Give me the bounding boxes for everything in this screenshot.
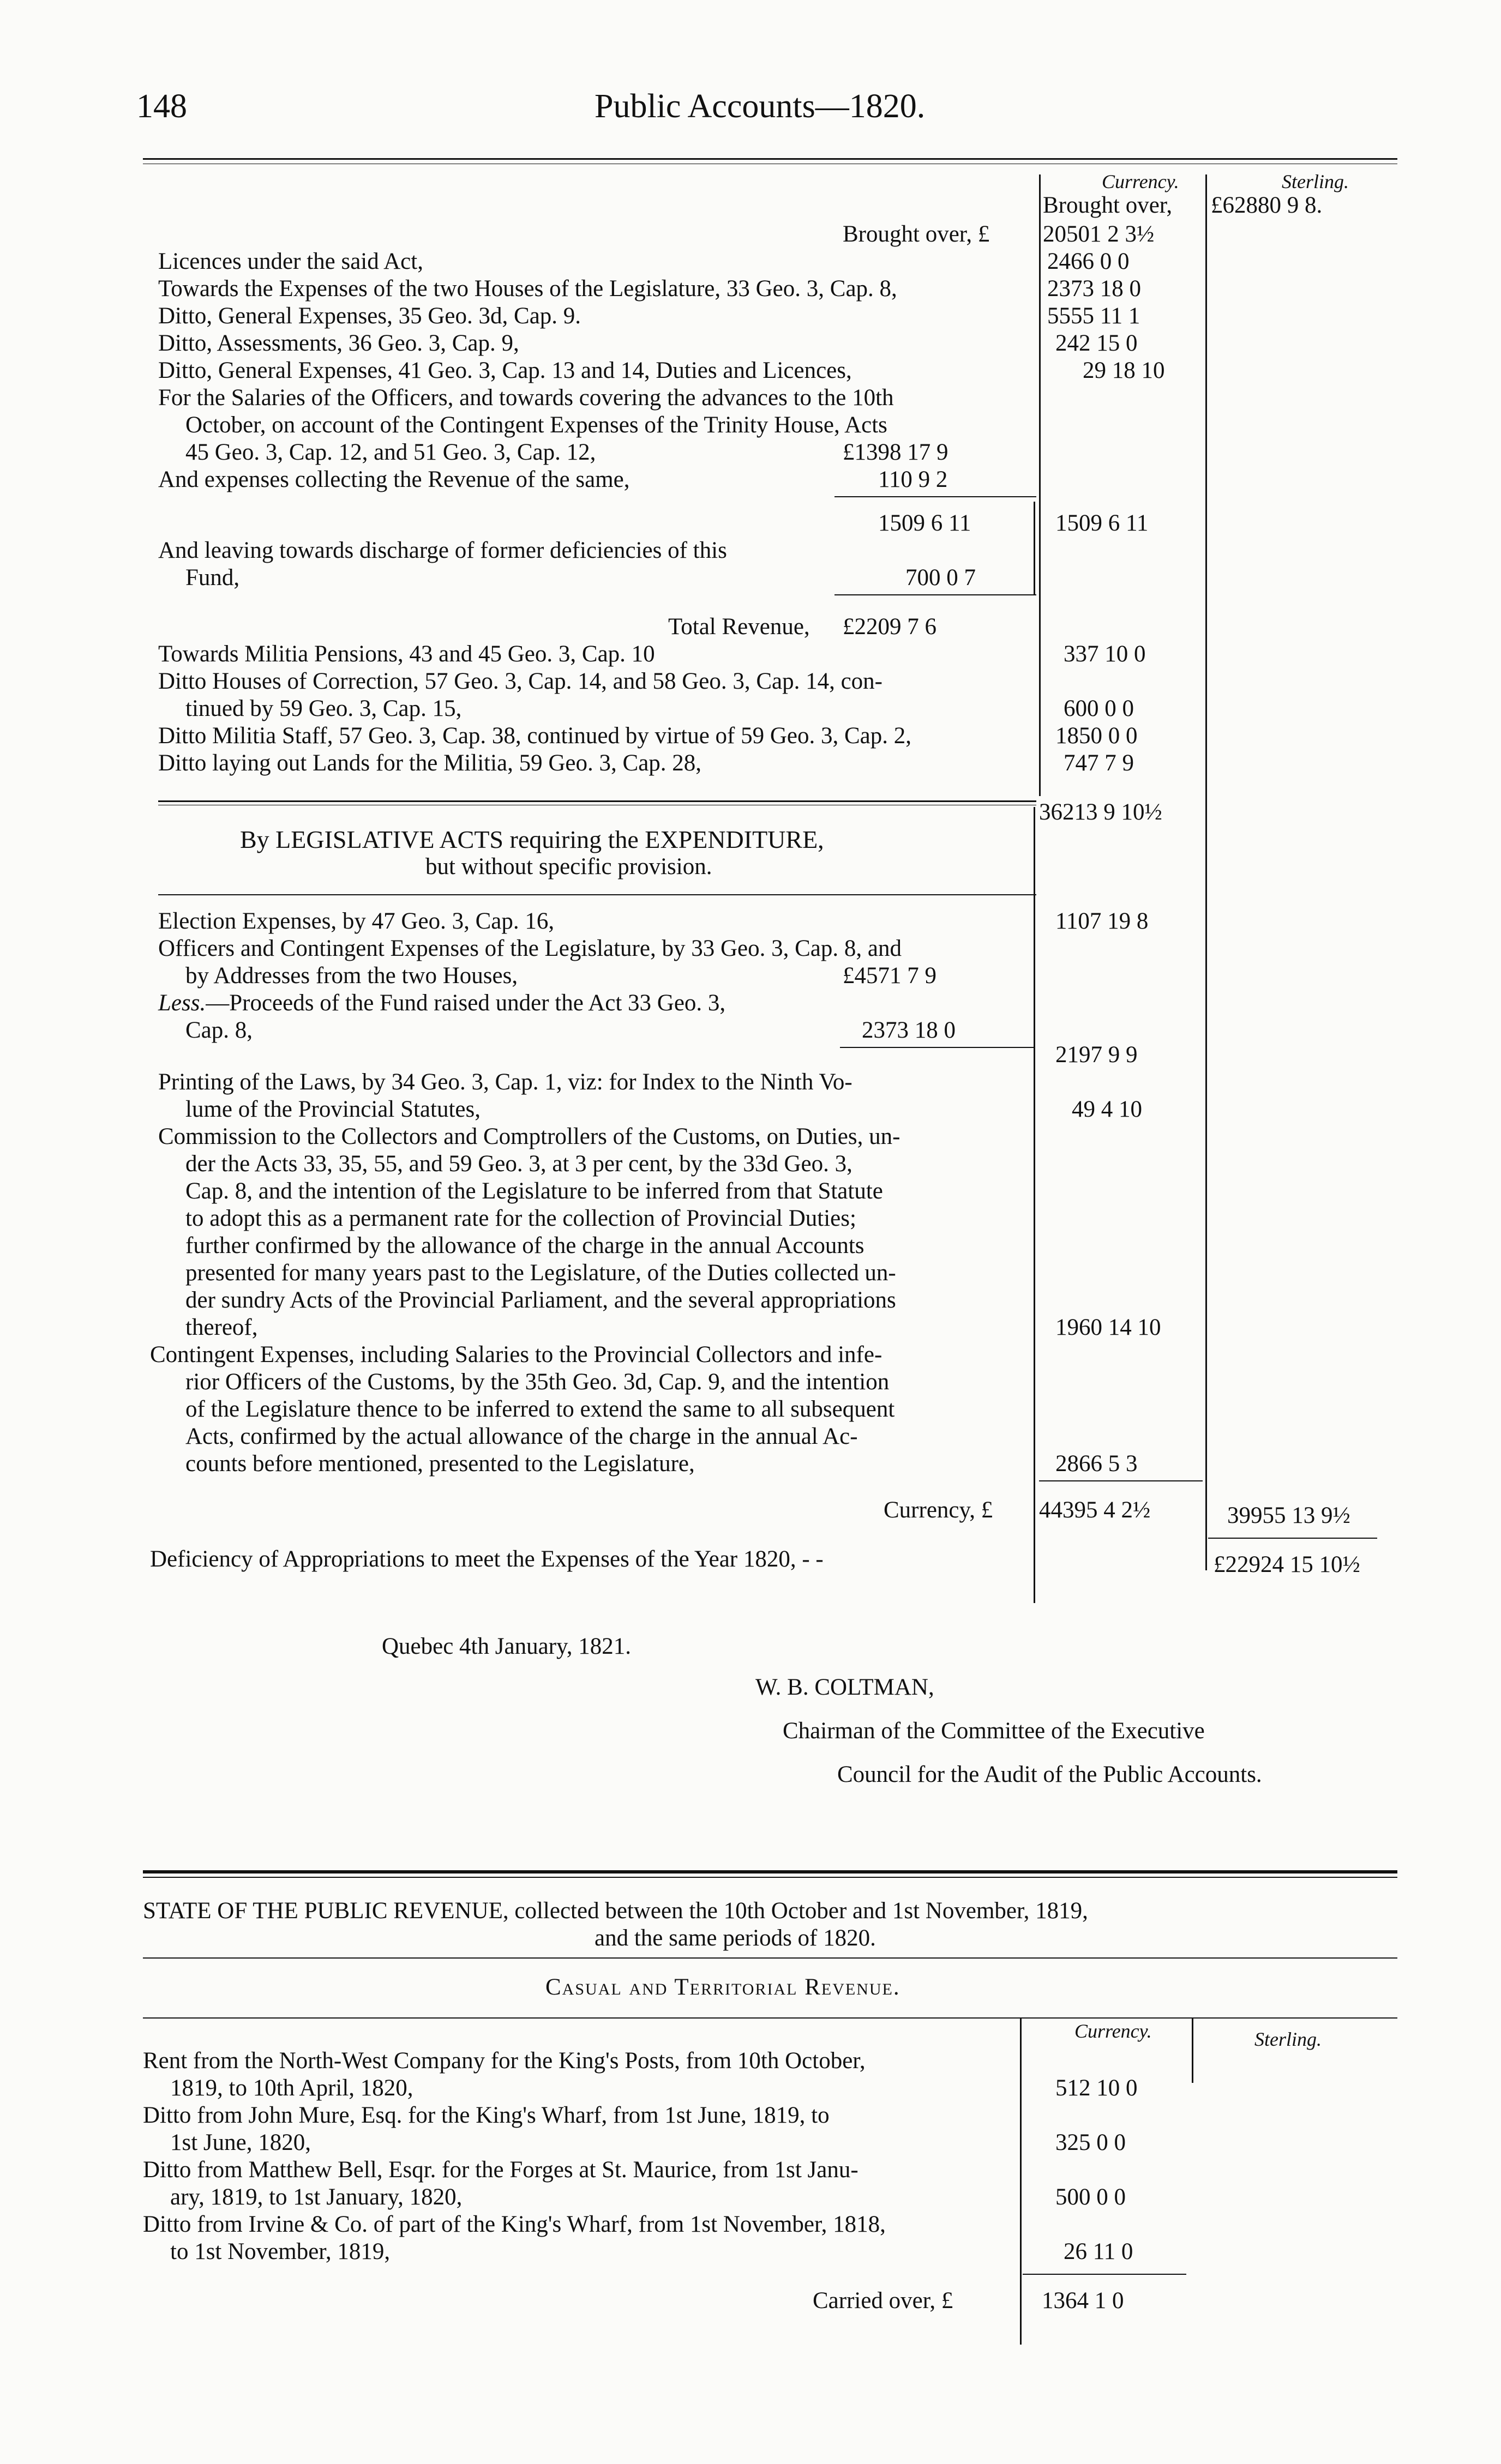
printing-amount: 49 4 10 [1072,1097,1142,1122]
revenue-row: Ditto from Matthew Bell, Esqr. for the Forges at St. Maurice, from 1st Janu- [143,2157,858,2183]
revenue-row: Rent from the North-West Company for the King's Posts, from 10th October, [143,2048,866,2074]
state-sub-rule [143,1957,1397,1959]
revenue-row: Ditto from John Mure, Esq. for the King's Wharf, from 1st June, 1819, to [143,2102,830,2128]
contingent-line: Acts, confirmed by the actual allowance of the charge in the annual Ac- [185,1424,858,1449]
list-item: Towards the Expenses of the two Houses of the Legislature, 33 Geo. 3, Cap. 8, [158,276,897,302]
section-total: 36213 9 10½ [1039,799,1162,825]
brought-over-right: Brought over, [1043,192,1173,218]
section-rule [158,800,1036,802]
revenue-amount: 325 0 0 [1055,2130,1126,2155]
carried-over-label: Carried over, £ [813,2288,953,2314]
currency-total-label: Currency, £ [884,1497,993,1523]
revenue-row-cont: 1st June, 1820, [170,2130,311,2155]
casual-rule [143,2017,1397,2019]
state-sterling-header: Sterling. [1254,2028,1322,2050]
deficiency-amount: £22924 15 10½ [1214,1552,1360,1577]
total-revenue-amount: £2209 7 6 [843,614,936,640]
revenue-row-cont: to 1st November, 1819, [170,2239,391,2264]
state-rule-thin [143,1877,1397,1878]
election-amount: 1107 19 8 [1055,908,1149,934]
salaries-line-3: 45 Geo. 3, Cap. 12, and 51 Geo. 3, Cap. 12, [185,439,596,465]
state-rule-thick [143,1870,1397,1873]
salaries-line-1: For the Salaries of the Officers, and towards covering the advances to the 10th [158,385,894,411]
sterling-rule [1208,1538,1377,1539]
list-item: Towards Militia Pensions, 43 and 45 Geo. 3, Cap. 10 [158,641,655,667]
item-amount: 242 15 0 [1055,330,1138,356]
item-amount: 5555 11 1 [1047,303,1140,329]
sterling-column-header: Sterling. [1282,171,1349,192]
salaries-line-2: October, on account of the Contingent Expenses of the Trinity House, Acts [185,412,887,438]
contingent-line: counts before mentioned, presented to the Legislature, [185,1451,695,1477]
list-item: Ditto Militia Staff, 57 Geo. 3, Cap. 38, continued by virtue of 59 Geo. 3, Cap. 2, [158,723,911,749]
leaving-amount: 700 0 7 [905,565,976,591]
commission-line: presented for many years past to the Legislature, of the Duties collected un- [185,1260,896,1286]
total-revenue-rule [834,594,1036,595]
revenue-amount: 26 11 0 [1064,2239,1133,2264]
list-item: Ditto, General Expenses, 35 Geo. 3d, Cap. 9. [158,303,581,329]
subtotal-amount: 1509 6 11 [878,510,971,536]
contingent-amount: 2866 5 3 [1055,1451,1138,1477]
item-amount: 600 0 0 [1064,696,1134,721]
printing-line-2: lume of the Provincial Statutes, [185,1097,481,1122]
contingent-line: of the Legislature thence to be inferred to extend the same to all subsequent [185,1396,895,1422]
state-title-1: STATE OF THE PUBLIC REVENUE, collected between the 10th October and 1st November, 1819, [143,1898,1088,1924]
running-title: Public Accounts—1820. [595,88,926,125]
page-number: 148 [136,88,187,125]
expenses-line: And expenses collecting the Revenue of the same, [158,467,630,492]
currency-total: 44395 4 2½ [1039,1497,1151,1523]
legislative-heading: By LEGISLATIVE ACTS requiring the EXPENDITURE, [240,826,824,853]
brought-over-left: Brought over, £ [843,221,990,247]
brought-over-currency: 20501 2 3½ [1043,221,1155,247]
legislative-rule [158,894,1036,895]
election-line: Election Expenses, by 47 Geo. 3, Cap. 16, [158,908,555,934]
list-item: tinued by 59 Geo. 3, Cap. 15, [185,696,462,721]
column-divider-right [1205,174,1207,1570]
item-amount: 2466 0 0 [1047,249,1130,274]
revenue-row: Ditto from Irvine & Co. of part of the King's Wharf, from 1st November, 1818, [143,2212,886,2237]
state-currency-header: Currency. [1074,2020,1152,2042]
signatory-title-2: Council for the Audit of the Public Accounts. [837,1762,1262,1787]
subtotal-rule [834,496,1036,497]
signatory-title-1: Chairman of the Committee of the Executive [783,1718,1205,1744]
deficiency-line: Deficiency of Appropriations to meet the Expenses of the Year 1820, - - [150,1546,824,1572]
sterling-total: 39955 13 9½ [1227,1503,1350,1528]
revenue-row-cont: 1819, to 10th April, 1820, [170,2075,413,2101]
less-text: —Proceeds of the Fund raised under the Act 33 Geo. 3, [206,990,726,1016]
carried-rule [1023,2274,1186,2275]
subtotal-currency: 1509 6 11 [1055,510,1149,536]
officers-line-1: Officers and Contingent Expenses of the Legislature, by 33 Geo. 3, Cap. 8, and [158,936,902,961]
legislative-subheading: but without specific provision. [425,854,712,879]
commission-line: der sundry Acts of the Provincial Parliament, and the several appropriations [185,1287,896,1313]
carried-over-amount: 1364 1 0 [1042,2288,1124,2314]
commission-line: Cap. 8, and the intention of the Legislature to be inferred from that Statute [185,1178,883,1204]
legislative-divider [1034,807,1035,1603]
list-item: Ditto Houses of Correction, 57 Geo. 3, Cap. 14, and 58 Geo. 3, Cap. 14, con- [158,668,883,694]
contingent-line: rior Officers of the Customs, by the 35th Geo. 3d, Cap. 9, and the intention [185,1369,890,1395]
printing-line-1: Printing of the Laws, by 34 Geo. 3, Cap. 1, viz: for Index to the Ninth Vo- [158,1069,852,1095]
revenue-row-cont: ary, 1819, to 1st January, 1820, [170,2184,463,2210]
currency-column-header: Currency. [1102,171,1179,192]
commission-line: der the Acts 33, 35, 55, and 59 Geo. 3, at 3 per cent, by the 33d Geo. 3, [185,1151,852,1177]
contingent-line: Contingent Expenses, including Salaries to the Provincial Collectors and infe- [150,1342,882,1367]
officers-line-2: by Addresses from the two Houses, [185,963,518,989]
less-line [158,990,725,1017]
revenue-amount: 500 0 0 [1055,2184,1126,2210]
less-amount: 2373 18 0 [862,1017,956,1043]
item-amount: 1850 0 0 [1055,723,1138,749]
column-divider-left [1039,174,1041,796]
officers-net-amount: 2197 9 9 [1055,1042,1138,1068]
leaving-line-1: And leaving towards discharge of former deficiencies of this [158,538,727,563]
officers-rule [840,1047,1034,1048]
state-divider-left [1020,2017,1022,2345]
list-item: Ditto, Assessments, 36 Geo. 3, Cap. 9, [158,330,519,356]
item-amount: 2373 18 0 [1047,276,1141,302]
top-rule [143,158,1397,160]
item-amount: 337 10 0 [1064,641,1146,667]
currency-rule [1039,1480,1203,1481]
less-line-2: Cap. 8, [185,1017,253,1043]
list-item: Licences under the said Act, [158,249,423,274]
list-item: Ditto, General Expenses, 41 Geo. 3, Cap. 13 and 14, Duties and Licences, [158,358,852,383]
item-amount: 747 7 9 [1064,750,1134,776]
signatory-name: W. B. COLTMAN, [755,1674,934,1700]
commission-line: thereof, [185,1315,258,1340]
commission-line: further confirmed by the allowance of the charge in the annual Accounts [185,1233,864,1258]
subtotal-divider [1034,502,1035,594]
commission-line: to adopt this as a permanent rate for the collection of Provincial Duties; [185,1206,856,1231]
expenses-amount: 110 9 2 [878,467,948,492]
commission-amount: 1960 14 10 [1055,1315,1161,1340]
salaries-amount: £1398 17 9 [843,439,948,465]
state-title-2: and the same periods of 1820. [595,1925,876,1951]
list-item: Ditto laying out Lands for the Militia, 59 Geo. 3, Cap. 28, [158,750,702,776]
casual-revenue-heading: Casual and Territorial Revenue. [545,1974,900,2000]
officers-amount: £4571 7 9 [843,963,936,989]
total-revenue-label: Total Revenue, [668,614,810,640]
commission-line: Commission to the Collectors and Comptrollers of the Customs, on Duties, un- [158,1124,900,1149]
place-date: Quebec 4th January, 1821. [382,1634,631,1659]
revenue-amount: 512 10 0 [1055,2075,1138,2101]
brought-over-sterling: £62880 9 8. [1211,192,1323,218]
item-amount: 29 18 10 [1083,358,1165,383]
state-divider-right [1192,2017,1193,2083]
less-label: Less. [158,990,206,1016]
leaving-line-2: Fund, [185,565,240,591]
